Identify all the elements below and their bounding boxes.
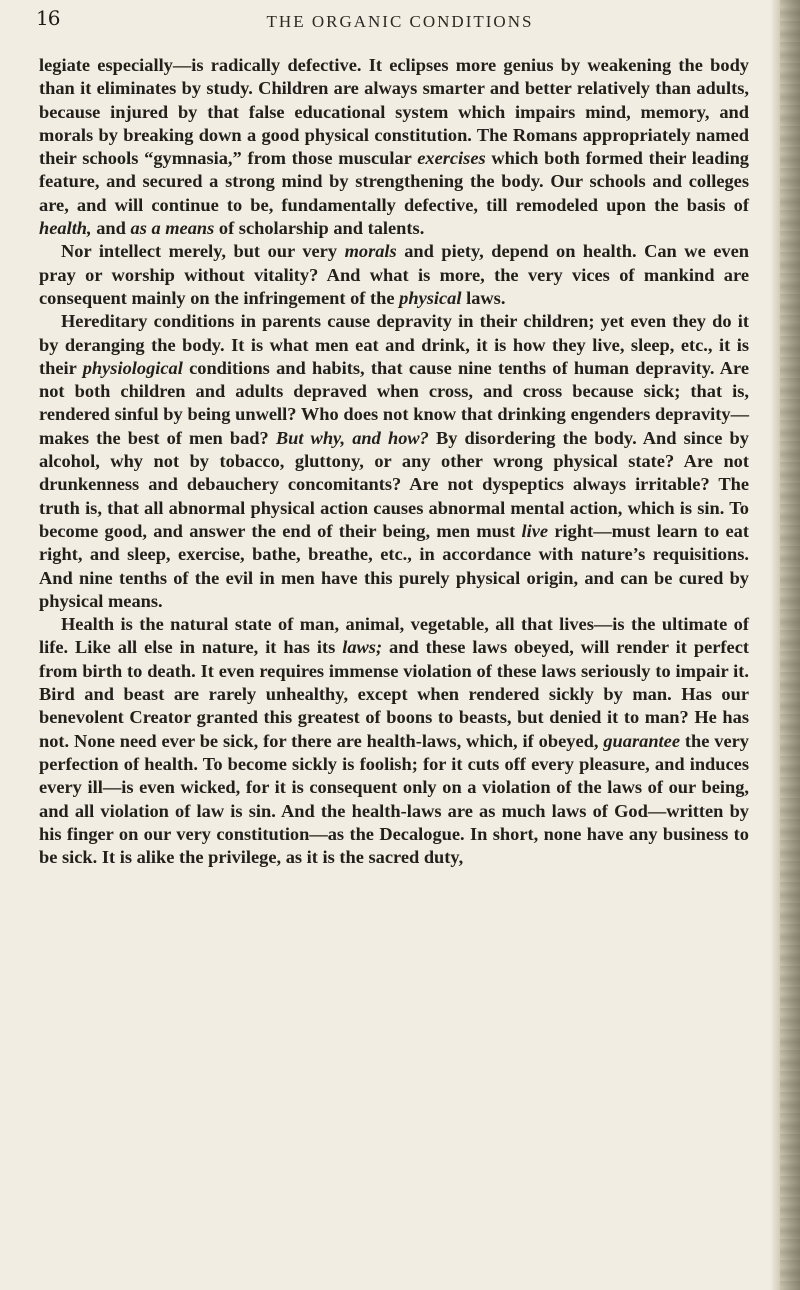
italic-text: morals xyxy=(344,241,397,262)
paragraph xyxy=(39,240,749,310)
text-run: Hereditary conditions in parents cause depravity in their children; yet even they do it by deranging the body. It is what men eat and drink, it is how they live, sleep, etc., it is their xyxy=(39,311,749,378)
text-run: By disordering the body. And since by alcohol, why not by tobacco, gluttony, or any other wrong physical state? Are not drunkenness and debauchery concomitants? Are not dyspeptics always irritable? The truth is, that all abnormal physical action causes abnormal mental action, which is sin. To become good, and answer the end of their being, men must xyxy=(39,427,749,541)
italic-text: health, xyxy=(39,218,92,239)
paragraph xyxy=(39,54,749,240)
page-edge-shadow xyxy=(770,0,800,1290)
page-number: 16 xyxy=(36,6,60,30)
text-run: laws. xyxy=(461,287,506,308)
italic-text: physical xyxy=(399,287,462,308)
italic-text: physiological xyxy=(82,357,183,378)
text-run: legiate especially—is radically defective. It eclipses more genius by weakening the body than it eliminates by study. Children are always smarter and better relatively than adults, because injured by that false educational system which impairs mind, memory, and morals by breaking down a good physical constitution. The Romans appropriately named their schools “gymnasia,” from those muscular xyxy=(39,55,749,169)
text-run: the very perfection of health. To become sickly is foolish; for it cuts off every pleasure, and induces every ill—is even wicked, for it is consequent only on a violation of the laws of our being, and all violation of law is sin. And the health-laws are as much laws of God—written by his finger on our very constitution—as the Decalogue. In short, none have any business to be sick. It is alike the privilege, as it is the sacred duty, xyxy=(39,730,749,868)
text-run: Nor intellect merely, but our very xyxy=(61,241,345,262)
text-run: right—must learn to eat right, and sleep, exercise, bathe, breathe, etc., in accordance with nature’s requisitions. And nine tenths of the evil in men have this purely physical origin, and can be cured by physical means. xyxy=(39,520,749,611)
italic-text: guarantee xyxy=(603,730,680,751)
italic-text: live xyxy=(521,520,549,541)
italic-text: as a means xyxy=(130,218,215,239)
body-text xyxy=(39,54,749,869)
text-run: which both formed their leading feature, and secured a strong mind by strengthening the body. Our schools and colleges are, and will continue to be, fundamentally defective, till remodeled upon the basis of xyxy=(39,148,749,215)
text-run: and xyxy=(91,218,131,239)
text-run: conditions and habits, that cause nine tenths of human depravity. Are not both children and adults depraved when cross, and cross because sick; that is, rendered sinful by being unwell? Who does not know that drinking engenders depravity—makes the best of men bad? xyxy=(39,357,749,448)
text-run: and these laws obeyed, will render it perfect from birth to death. It even requires immense violation of these laws seriously to impair it. Bird and beast are rarely unhealthy, except when rendered sickly by man. Has our benevolent Creator granted this greatest of boons to beasts, but denied it to man? He has not. None need ever be sick, for there are health-laws, which, if obeyed, xyxy=(39,637,749,751)
running-head: THE ORGANIC CONDITIONS xyxy=(266,12,534,31)
text-run: and piety, depend on health. Can we even pray or worship without vitality? And what is more, the very vices of mankind are consequent mainly on the infringement of the xyxy=(39,241,749,308)
paragraph xyxy=(39,613,749,869)
italic-text: laws; xyxy=(342,637,383,658)
paragraph xyxy=(39,310,749,613)
italic-text: exercises xyxy=(417,148,486,169)
italic-text: But why, and how? xyxy=(275,427,429,448)
text-run: of scholarship and talents. xyxy=(214,218,425,239)
text-run: Health is the natural state of man, animal, vegetable, all that lives—is the ultimate of life. Like all else in nature, it has its xyxy=(39,614,749,658)
